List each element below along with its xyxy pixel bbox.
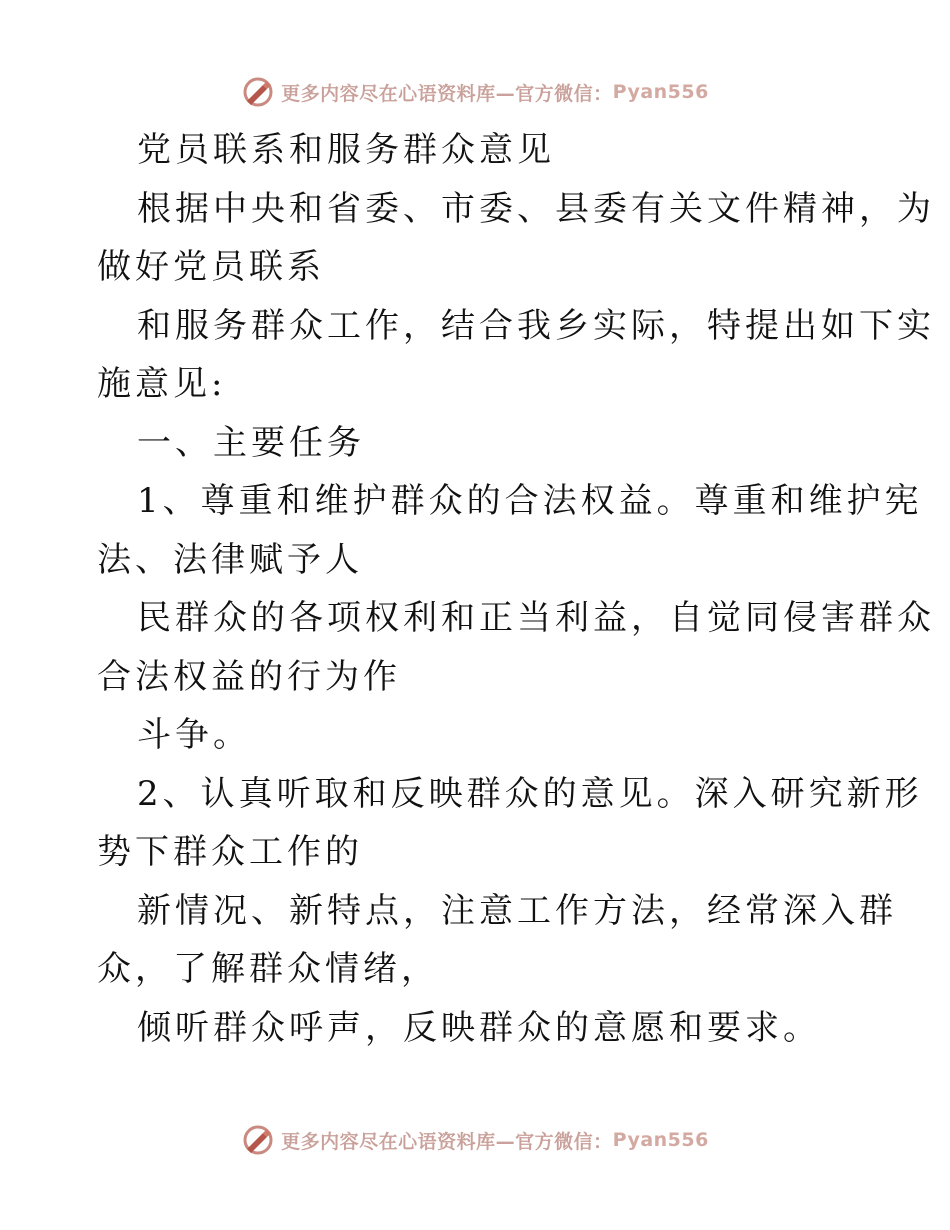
document-body xyxy=(97,121,935,1057)
watermark-brand: Pyan556 xyxy=(612,1129,709,1151)
paragraph-line: 合法权益的行为作 xyxy=(97,656,401,697)
paragraph-line: 斗争。 xyxy=(137,715,251,755)
pen-circle-logo-icon xyxy=(241,1123,275,1157)
pen-circle-logo-icon xyxy=(241,75,275,109)
paragraph-line: 做好党员联系 xyxy=(97,247,325,287)
paragraph-line: 1、尊重和维护群众的合法权益。尊重和维护宪 xyxy=(137,481,923,521)
paragraph-line: 和服务群众工作，结合我乡实际，特提出如下实 xyxy=(137,305,935,346)
paragraph-line: 众，了解群众情绪， xyxy=(97,949,439,989)
paragraph-line: 新情况、新特点，注意工作方法，经常深入群 xyxy=(137,890,897,931)
watermark-text: 更多内容尽在心语资料库—官方微信： xyxy=(281,82,613,105)
document-title: 党员联系和服务群众意见 xyxy=(137,130,555,170)
paragraph-line: 民群众的各项权利和正当利益，自觉同侵害群众 xyxy=(137,598,935,638)
paragraph-line: 2、认真听取和反映群众的意见。深入研究新形 xyxy=(137,773,923,814)
footer-watermark xyxy=(0,1120,950,1160)
paragraph-line: 法、法律赋予人 xyxy=(97,539,363,580)
watermark-text: 更多内容尽在心语资料库—官方微信： xyxy=(281,1130,613,1153)
header-watermark xyxy=(0,72,950,112)
watermark-brand: Pyan556 xyxy=(612,81,709,103)
paragraph-line: 施意见: xyxy=(97,364,227,404)
paragraph-line: 根据中央和省委、市委、县委有关文件精神，为 xyxy=(137,188,935,229)
section-heading: 一、主要任务 xyxy=(137,422,365,463)
paragraph-line: 倾听群众呼声，反映群众的意愿和要求。 xyxy=(137,1007,821,1048)
paragraph-line: 势下群众工作的 xyxy=(97,832,363,872)
